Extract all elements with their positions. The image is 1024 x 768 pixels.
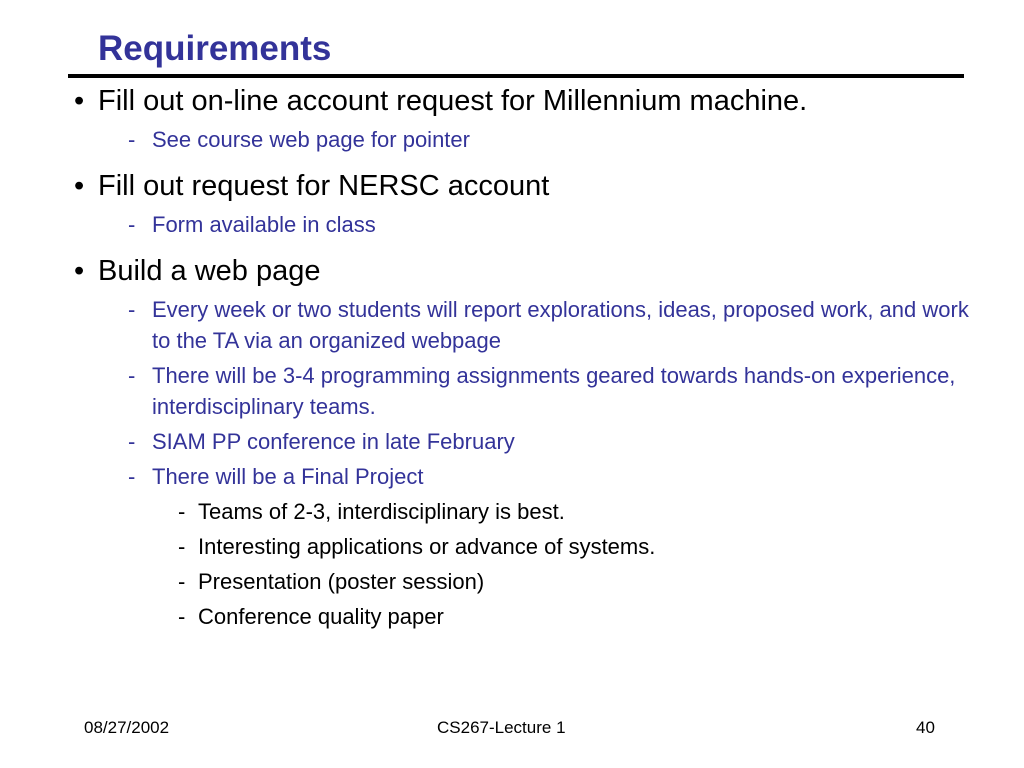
dash-marker: - bbox=[128, 297, 136, 322]
dash-marker: - bbox=[178, 569, 186, 594]
bullet-item bbox=[74, 167, 974, 205]
bullet-list bbox=[74, 82, 974, 632]
dash-marker: - bbox=[178, 499, 186, 524]
bullet-marker: • bbox=[74, 170, 85, 202]
footer-date: 08/27/2002 bbox=[84, 718, 170, 737]
sub-bullet-item bbox=[74, 461, 974, 492]
dash-marker: - bbox=[128, 363, 136, 388]
bullet-marker: • bbox=[74, 85, 85, 117]
sub-bullet-item bbox=[74, 360, 974, 422]
bullet-text: Fill out on-line account request for Millennium machine. bbox=[98, 85, 808, 117]
dash-marker: - bbox=[128, 464, 136, 489]
dash-marker: - bbox=[128, 127, 136, 152]
sub-sub-bullet-item bbox=[74, 496, 974, 527]
sub-bullet-text: There will be 3-4 programming assignments geared towards hands-on experience, interdisciplinary teams. bbox=[152, 363, 956, 419]
bullet-marker: • bbox=[74, 255, 85, 287]
sub-sub-bullet-text: Teams of 2-3, interdisciplinary is best. bbox=[198, 499, 565, 524]
sub-bullet-text: See course web page for pointer bbox=[152, 127, 470, 152]
sub-bullet-text: Every week or two students will report explorations, ideas, proposed work, and work to the TA via an organized webpage bbox=[152, 297, 969, 353]
sub-sub-bullet-item bbox=[74, 601, 974, 632]
sub-bullet-item bbox=[74, 124, 974, 155]
bullet-item bbox=[74, 252, 974, 290]
slide-title: Requirements bbox=[98, 29, 332, 68]
bullet-text: Build a web page bbox=[98, 255, 321, 287]
dash-marker: - bbox=[178, 534, 186, 559]
sub-sub-bullet-text: Interesting applications or advance of systems. bbox=[198, 534, 656, 559]
sub-sub-bullet-item bbox=[74, 531, 974, 562]
title-underline bbox=[68, 74, 964, 78]
footer-page-number: 40 bbox=[916, 718, 935, 737]
sub-sub-bullet-text: Conference quality paper bbox=[198, 604, 444, 629]
sub-bullet-item bbox=[74, 209, 974, 240]
footer-course-title: CS267-Lecture 1 bbox=[437, 718, 566, 737]
sub-bullet-text: Form available in class bbox=[152, 212, 376, 237]
sub-bullet-text: There will be a Final Project bbox=[152, 464, 424, 489]
sub-bullet-item bbox=[74, 294, 974, 356]
dash-marker: - bbox=[128, 212, 136, 237]
sub-sub-bullet-text: Presentation (poster session) bbox=[198, 569, 485, 594]
dash-marker: - bbox=[128, 429, 136, 454]
bullet-text: Fill out request for NERSC account bbox=[98, 170, 550, 202]
bullet-item bbox=[74, 82, 974, 120]
sub-bullet-item bbox=[74, 426, 974, 457]
sub-bullet-text: SIAM PP conference in late February bbox=[152, 429, 515, 454]
sub-sub-bullet-item bbox=[74, 566, 974, 597]
dash-marker: - bbox=[178, 604, 186, 629]
